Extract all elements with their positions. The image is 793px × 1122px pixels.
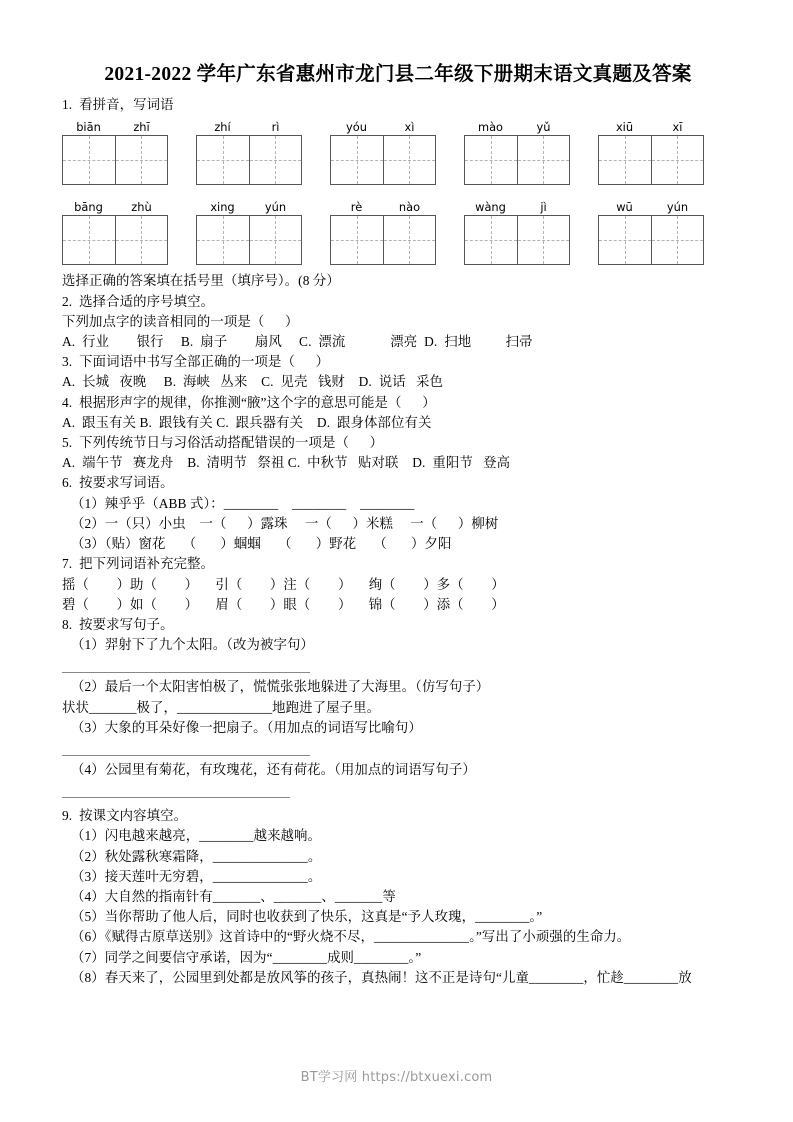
section-instruction: 选择正确的答案填在括号里（填序号）。(8 分） <box>62 273 340 289</box>
question-5-options: A. 端午节 赛龙舟 B. 清明节 祭祖 C. 中秋节 贴对联 D. 重阳节 登高 <box>62 455 511 471</box>
tianzige-cell[interactable] <box>197 216 249 264</box>
pinyin-labels <box>62 120 168 135</box>
tianzige-cell[interactable] <box>63 216 115 264</box>
pinyin-grid-group <box>62 200 168 265</box>
pinyin-labels <box>464 120 570 135</box>
question-9-item: （7）同学之间要信守承诺，因为“________成则________。” <box>71 949 422 965</box>
tianzige-box[interactable] <box>598 215 704 265</box>
pinyin-syllable: wū <box>616 200 633 215</box>
pinyin-grid-group <box>464 120 570 185</box>
question-4-options: A. 跟玉有关 B. 跟钱有关 C. 跟兵器有关 D. 跟身体部位有关 <box>62 414 432 430</box>
pinyin-grid-group <box>196 200 302 265</box>
tianzige-box[interactable] <box>330 135 436 185</box>
pinyin-syllable: yún <box>264 200 287 215</box>
pinyin-labels <box>330 200 436 215</box>
pinyin-syllable: yún <box>666 200 689 215</box>
pinyin-labels <box>598 120 704 135</box>
tianzige-box[interactable] <box>62 135 168 185</box>
tianzige-box[interactable] <box>464 135 570 185</box>
pinyin-grid-section <box>62 120 734 265</box>
tianzige-box[interactable] <box>330 215 436 265</box>
footer-watermark: BT学习网 https://btxuexi.com <box>300 1070 493 1085</box>
question-8-item: 状状_______极了，______________地跑进了屋子里。 <box>62 699 381 715</box>
question-7-line: 碧（ ）如（ ） 眉（ ）眼（ ） 锦（ ）添（ ） <box>62 596 505 612</box>
pinyin-labels <box>62 200 168 215</box>
pinyin-grid-group <box>464 200 570 265</box>
pinyin-grid-row <box>62 120 734 185</box>
pinyin-syllable: zhī <box>133 120 150 135</box>
tianzige-box[interactable] <box>464 215 570 265</box>
pinyin-grid-group <box>330 120 436 185</box>
answer-blank-line[interactable] <box>62 797 290 798</box>
tianzige-box[interactable] <box>62 215 168 265</box>
tianzige-cell[interactable] <box>651 136 704 184</box>
pinyin-syllable: yǔ <box>536 120 551 135</box>
question-8-heading: 8. 按要求写句子。 <box>62 616 174 632</box>
pinyin-syllable: jì <box>540 200 547 215</box>
question-2-stem: 下列加点字的读音相同的一项是（ ） <box>62 313 299 329</box>
page-title: 2021-2022 学年广东省惠州市龙门县二年级下册期末语文真题及答案 <box>104 64 692 85</box>
question-9-heading: 9. 按课文内容填空。 <box>62 808 188 824</box>
pinyin-syllable: yóu <box>346 120 367 135</box>
pinyin-syllable: xì <box>404 120 415 135</box>
pinyin-grid-group <box>330 200 436 265</box>
pinyin-syllable: xī <box>672 120 683 135</box>
question-3-heading: 3. 下面词语中书写全部正确的一项是（ ） <box>62 354 330 370</box>
question-6-item: （3）（贴）窗花 （ ）蝈蝈 （ ）野花 （ ）夕阳 <box>71 536 452 552</box>
pinyin-grid-group <box>196 120 302 185</box>
tianzige-cell[interactable] <box>383 216 436 264</box>
question-2-heading: 2. 选择合适的序号填空。 <box>62 293 215 309</box>
tianzige-cell[interactable] <box>651 216 704 264</box>
tianzige-box[interactable] <box>598 135 704 185</box>
pinyin-labels <box>598 200 704 215</box>
question-3-options: A. 长城 夜晚 B. 海峡 丛来 C. 见壳 钱财 D. 说话 采色 <box>62 374 444 390</box>
question-6-item: （1）辣乎乎（ABB 式）：________ ________ ________ <box>71 495 415 511</box>
tianzige-cell[interactable] <box>63 136 115 184</box>
pinyin-grid-group <box>598 120 704 185</box>
question-6-item: （2）一（只）小虫 一（ ）露珠 一（ ）米糕 一（ ）柳树 <box>71 515 499 531</box>
pinyin-syllable: rì <box>271 120 280 135</box>
question-6-heading: 6. 按要求写词语。 <box>62 475 174 491</box>
pinyin-labels <box>464 200 570 215</box>
pinyin-syllable: bāng <box>74 200 103 215</box>
tianzige-cell[interactable] <box>115 136 168 184</box>
question-2-options: A. 行业 银行 B. 扇子 扇风 C. 漂流 漂亮 D. 扫地 扫帚 <box>62 334 533 350</box>
question-9-item: （4）大自然的指南针有_______、_______、_______等 <box>71 888 396 904</box>
question-5-heading: 5. 下列传统节日与习俗活动搭配错误的一项是（ ） <box>62 435 384 451</box>
pinyin-syllable: rè <box>350 200 363 215</box>
question-4-heading: 4. 根据形声字的规律，你推测“腋”这个字的意思可能是（ ） <box>62 394 436 410</box>
tianzige-cell[interactable] <box>115 216 168 264</box>
tianzige-cell[interactable] <box>465 136 517 184</box>
pinyin-labels <box>196 200 302 215</box>
tianzige-cell[interactable] <box>331 216 383 264</box>
tianzige-cell[interactable] <box>465 216 517 264</box>
question-7-heading: 7. 把下列词语补充完整。 <box>62 556 215 572</box>
question-8-item: （2）最后一个太阳害怕极了，慌慌张张地躲进了大海里。（仿写句子） <box>71 679 490 695</box>
tianzige-cell[interactable] <box>197 136 249 184</box>
tianzige-cell[interactable] <box>517 136 570 184</box>
pinyin-labels <box>330 120 436 135</box>
question-9-item: （1）闪电越来越亮，________越来越响。 <box>71 828 322 844</box>
pinyin-grid-row <box>62 200 734 265</box>
tianzige-cell[interactable] <box>599 216 651 264</box>
question-7-line: 摇（ ）助（ ） 引（ ）注（ ） 绚（ ）多（ ） <box>62 576 505 592</box>
tianzige-cell[interactable] <box>331 136 383 184</box>
pinyin-labels <box>196 120 302 135</box>
answer-blank-line[interactable] <box>62 755 310 756</box>
question-9-item: （6）《赋得古原草送别》这首诗中的“野火烧不尽，______________。”写出了小顽强的生命力。 <box>71 929 631 945</box>
question-9-item: （5）当你帮助了他人后，同时也收获到了快乐，这真是“予人玫瑰，________。” <box>71 909 543 925</box>
pinyin-syllable: zhí <box>214 120 231 135</box>
question-8-item: （3）大象的耳朵好像一把扇子。（用加点的词语写比喻句） <box>71 719 422 735</box>
answer-blank-line[interactable] <box>62 672 310 673</box>
tianzige-box[interactable] <box>196 135 302 185</box>
question-9-item: （2）秋处露秋寒霜降，______________。 <box>71 848 322 864</box>
pinyin-syllable: wàng <box>475 200 506 215</box>
tianzige-cell[interactable] <box>517 216 570 264</box>
tianzige-box[interactable] <box>196 215 302 265</box>
pinyin-grid-group <box>62 120 168 185</box>
tianzige-cell[interactable] <box>383 136 436 184</box>
pinyin-syllable: mào <box>477 120 504 135</box>
tianzige-cell[interactable] <box>249 136 302 184</box>
page-content <box>62 60 734 988</box>
pinyin-syllable: biān <box>76 120 101 135</box>
tianzige-cell[interactable] <box>249 216 302 264</box>
pinyin-syllable: xiū <box>615 120 634 135</box>
tianzige-cell[interactable] <box>599 136 651 184</box>
question-8-item: （1）羿射下了九个太阳。（改为被字句） <box>71 637 314 653</box>
question-9-item: （8）春天来了，公园里到处都是放风筝的孩子，真热闹！这不正是诗句“儿童________，忙趁________放 <box>71 969 692 985</box>
pinyin-syllable: zhù <box>131 200 152 215</box>
question-1-heading: 1. 看拼音，写词语 <box>62 97 174 113</box>
pinyin-syllable: nào <box>398 200 421 215</box>
pinyin-syllable: xing <box>210 200 235 215</box>
question-8-item: （4）公园里有菊花，有玫瑰花，还有荷花。（用加点的词语写句子） <box>71 761 476 777</box>
pinyin-grid-group <box>598 200 704 265</box>
question-9-item: （3）接天莲叶无穷碧，______________。 <box>71 868 322 884</box>
